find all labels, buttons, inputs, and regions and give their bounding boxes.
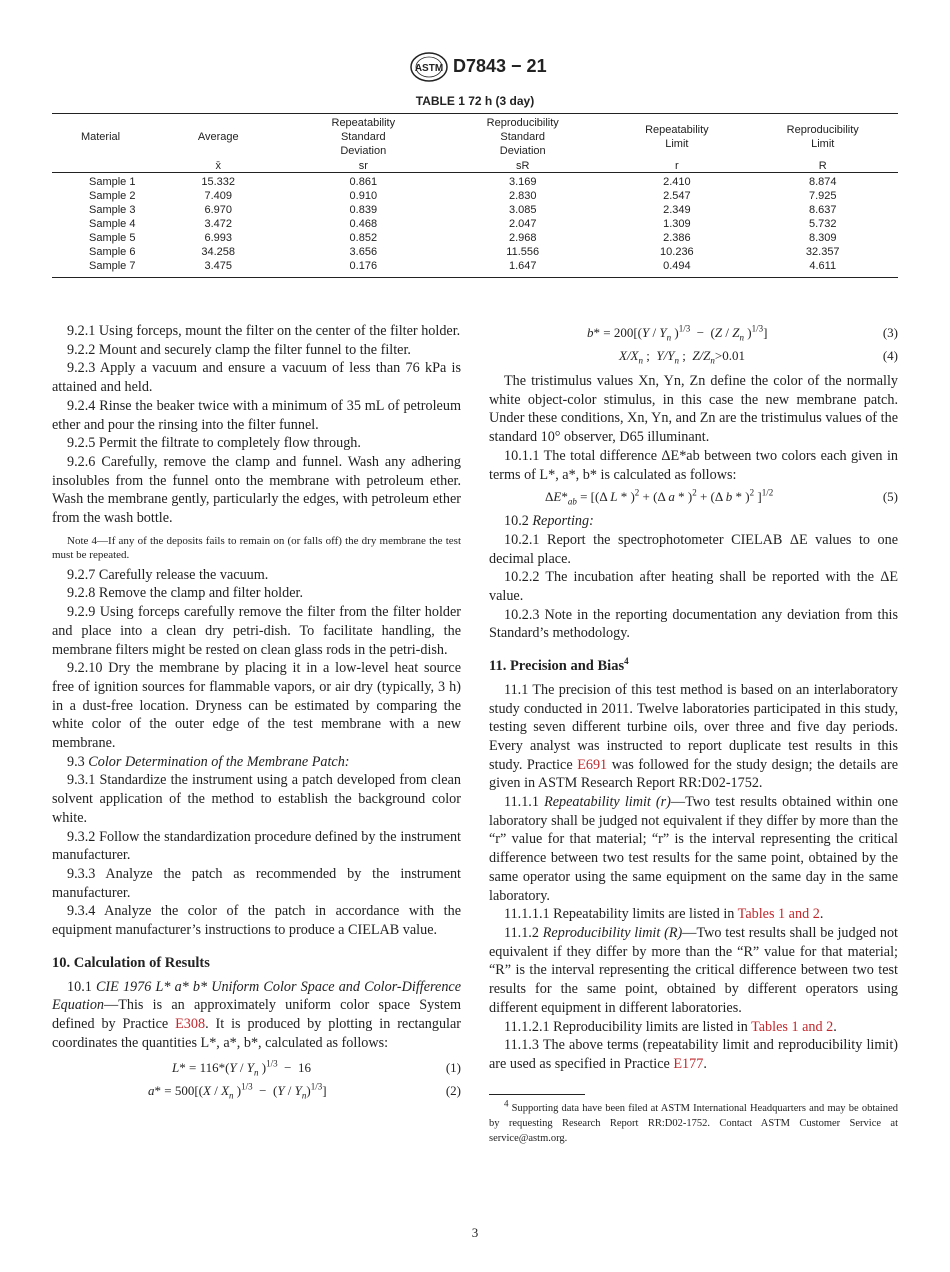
table-cell: 6.993 (204, 232, 232, 244)
col-header: Reproducibility Standard Deviation (486, 117, 559, 157)
table-cell: 2.349 (663, 204, 691, 216)
paragraph: 9.3.2 Follow the standardization procedure defined by the instrument manufacturer. (52, 828, 461, 864)
col-header: Repeatability Limit (645, 124, 709, 150)
col-symbol: x̄ (149, 160, 287, 173)
footnote: $^4$ Supporting data have been filed at ASTM International Headquarters and may be obtained by requesting Research Report RR:D02-1752. Contact ASTM Customer Service at service@astm.org. (489, 1098, 898, 1144)
table-caption: TABLE 1 72 h (3 day) (415, 94, 535, 108)
paragraph: 11.1.2 Reproducibility limit (R)—Two test results shall be judged not equivalent if they differ by more than the “R” value for that material; “R” is the interval representing the critical difference between two test results for the same point, obtained by different operators using different equipment in different laboratories. (489, 924, 898, 1016)
paragraph: 9.2.8 Remove the clamp and filter holder. (67, 585, 303, 602)
paragraph: 9.2.9 Using forceps carefully remove the filter from the filter holder and place into a clean dry petri-dish. To facilitate handling, the membrane filters might be rested on clean glass rods in the petri-dish. (52, 604, 461, 658)
table-cell: 7.409 (204, 190, 232, 202)
col-header: Material (80, 131, 121, 143)
paragraph: 10.2.3 Note in the reporting documentation any deviation from this Standard’s methodology. (489, 606, 898, 642)
paragraph: 11.1.1.1 Repeatability limits are listed in Tables 1 and 2. (504, 906, 824, 923)
col-header: Average (197, 131, 239, 143)
table-cell: 3.475 (204, 260, 232, 272)
paragraph: 9.2.6 Carefully, remove the clamp and funnel. Wash any adhering insolubles from the funnel onto the membrane with petroleum ether. Wash the membrane gently, particularly the edges, with petroleum ether from the wash bottle. (52, 453, 461, 527)
precision-table (52, 113, 898, 278)
page-header (0, 52, 950, 86)
table-cell: Sample 4 (89, 218, 136, 230)
ref-link[interactable]: Tables 1 and 2 (751, 1018, 834, 1035)
section-heading: 10. Calculation of Results (52, 954, 210, 971)
table-cell: 2.047 (508, 218, 537, 230)
col-symbol: sr (287, 160, 439, 173)
table-cell: 0.176 (349, 260, 378, 272)
table-cell: 8.637 (808, 204, 837, 216)
table-cell: 0.494 (663, 260, 691, 272)
col-symbol (52, 160, 149, 173)
ref-link[interactable]: E691 (577, 756, 608, 773)
table-cell: 6.970 (204, 204, 232, 216)
table-row (52, 189, 898, 203)
table-cell: 11.556 (506, 246, 540, 258)
table-cell: 3.169 (508, 176, 537, 188)
footnote-rule (489, 1094, 585, 1095)
paragraph: 10.2.2 The incubation after heating shall be reported with the ΔE value. (489, 569, 898, 605)
right-column (489, 322, 898, 1146)
astm-logo-icon (410, 52, 448, 82)
paragraph: 9.3.3 Analyze the patch as recommended by the instrument manufacturer. (52, 865, 461, 901)
table-row (52, 245, 898, 259)
col-symbol: r (606, 160, 747, 173)
table-cell: 2.410 (663, 176, 691, 188)
table-cell: 2.547 (663, 190, 691, 202)
table-cell: 7.925 (808, 190, 837, 202)
paragraph: 9.2.7 Carefully release the vacuum. (67, 566, 269, 583)
ref-link[interactable]: E308 (175, 1015, 206, 1032)
note: Note 4—If any of the deposits fails to remain on (or falls off) the dry membrane the test must be repeated. (52, 534, 461, 562)
paragraph: 10.1 CIE 1976 L* a* b* Uniform Color Space and Color-Difference Equation—This is an approximately uniform color space System defined by Practice E308. It is produced by plotting in rectangular coordinates the quantities L*, a*, b*, calculated as follows: (52, 978, 462, 1051)
equation-4: $X/X_n$ ; $Y/Y_n$ ; $Z/Z_n>0.01$ (4) (619, 348, 898, 366)
table-cell: 0.910 (349, 190, 378, 202)
table-cell: Sample 7 (89, 260, 136, 272)
table-cell: 15.332 (201, 176, 236, 188)
table-cell: 4.611 (809, 260, 837, 272)
table-cell: 1.309 (663, 218, 691, 230)
paragraph: 10.2.1 Report the spectrophotometer CIELAB ΔE values to one decimal place. (489, 531, 898, 567)
table-cell: 2.968 (508, 232, 537, 244)
table-cell: 2.830 (508, 190, 537, 202)
table-row (52, 231, 898, 245)
table-row (52, 217, 898, 231)
paragraph: The tristimulus values Xn, Yn, Zn define the color of the normally white object-color stimulus, in this case the new membrane patch. Under these conditions, Xn, Yn, and Zn are the tristimulus values of the standard 10° observer, D65 illuminant. (489, 373, 898, 446)
table-cell: 3.472 (204, 218, 232, 230)
table-cell: 5.732 (808, 218, 837, 230)
table-cell: Sample 3 (89, 204, 136, 216)
paragraph: 9.2.3 Apply a vacuum and ensure a vacuum of less than 76 kPa is attained and held. (52, 360, 461, 396)
paragraph: 11.1.3 The above terms (repeatability limit and reproducibility limit) are used as specified in Practice E177. (489, 1037, 898, 1072)
paragraph: 9.3.1 Standardize the instrument using a patch developed from clean solvent application of the method to establish the background color white. (52, 772, 461, 826)
table-cell: 2.386 (663, 232, 691, 244)
table-cell: 1.647 (508, 260, 537, 272)
table-cell: 8.309 (808, 232, 837, 244)
document-id: D7843 − 21 (453, 56, 547, 76)
paragraph: 9.2.2 Mount and securely clamp the filter funnel to the filter. (67, 341, 411, 358)
table-cell: Sample 6 (89, 246, 136, 258)
table-cell: 0.861 (349, 176, 378, 188)
logo-text: ASTM (414, 63, 444, 74)
paragraph: 11.1 The precision of this test method is based on an interlaboratory study conducted in 2011. Twelve laboratories participated in this study, testing seven different turbine oils, over three and five day periods. Every analyst was instructed to report duplicate test results in this study. Practice E691 was followed for the study design; the details are given in ASTM Research Report RR:D02-1752. (489, 681, 898, 792)
table-cell: 0.852 (349, 232, 378, 244)
paragraph: 10.1.1 The total difference ΔE*ab between two colors each given in terms of L*, a*, b* is calculated as follows: (489, 447, 898, 483)
table-cell: Sample 5 (89, 232, 136, 244)
table-cell: 10.236 (660, 246, 694, 258)
table-row (52, 203, 898, 217)
table-cell: 32.357 (805, 246, 840, 258)
table-cell: 0.839 (349, 204, 378, 216)
paragraph: 9.2.10 Dry the membrane by placing it in a low-level heat source free of ignition sources for flammable vapors, or air dry (typically, 3 h) in a dust-free location. Dryness can be estimated by comparing the white color of the outer edge of the test membrane with a new membrane. (52, 660, 461, 752)
table-cell: Sample 1 (89, 176, 136, 188)
table-row (52, 259, 898, 278)
section-heading: 11. Precision and Bias$^4$ (489, 656, 629, 675)
col-symbol: R (747, 160, 898, 173)
table-cell: 0.468 (349, 218, 378, 230)
paragraph: 9.2.4 Rinse the beaker twice with a minimum of 35 mL of petroleum ether and pour the rinsing into the filter funnel. (52, 397, 461, 433)
paragraph: 10.2 Reporting: (504, 513, 594, 530)
page-number: 3 (471, 1225, 479, 1240)
paragraph: 9.2.5 Permit the filtrate to completely flow through. (67, 435, 361, 452)
left-column (52, 322, 461, 1103)
table-cell: 34.258 (201, 246, 236, 258)
paragraph: 9.2.1 Using forceps, mount the filter on the center of the filter holder. (67, 323, 461, 339)
paragraph: 9.3.4 Analyze the color of the patch in accordance with the equipment manufacturer’s instructions to produce a CIELAB value. (52, 903, 461, 939)
ref-link[interactable]: Tables 1 and 2 (737, 906, 820, 923)
equation-1: $L* = 116*(Y / Y_n$ )$^{1/3}$ − 16 (1) (172, 1058, 461, 1078)
table-cell: 8.874 (808, 176, 837, 188)
equation-2: $a* = 500[(X / X_n$ )$^{1/3} - (Y / Y_n)^{1/3}$] (2) (148, 1081, 461, 1101)
equation-5: $\Delta E*_{ab} = [(\Delta$ L * )$^2$ + (Δ a * )$^2$ + (Δ b * )$^2$ ]$^{1/2}$ (5) (545, 487, 898, 507)
equation-3: $b* = 200[(Y / Y_n$ )$^{1/3} - (Z / Z_n$ )$^{1/3}$] (3) (587, 323, 898, 343)
table-cell: 3.656 (349, 246, 378, 258)
paragraph: 9.3 Color Determination of the Membrane Patch: (67, 753, 350, 770)
table-cell: Sample 2 (89, 190, 136, 202)
col-header: Repeatability Standard Deviation (331, 117, 396, 157)
col-header: Reproducibility Limit (786, 124, 859, 150)
col-symbol: sR (439, 160, 606, 173)
table-cell: 3.085 (508, 204, 537, 216)
paragraph: 11.1.1 Repeatability limit (r)—Two test results obtained within one laboratory shall be judged not equivalent if they differ by more than the “r” value for that material; “r” is the interval representing the critical difference between two test results for the same point, obtained by the same operator using the same equipment on the same day in the same laboratory. (489, 794, 898, 904)
ref-link[interactable]: E177 (673, 1055, 704, 1072)
paragraph: 11.1.2.1 Reproducibility limits are listed in Tables 1 and 2. (504, 1018, 837, 1035)
table-row (52, 173, 898, 190)
